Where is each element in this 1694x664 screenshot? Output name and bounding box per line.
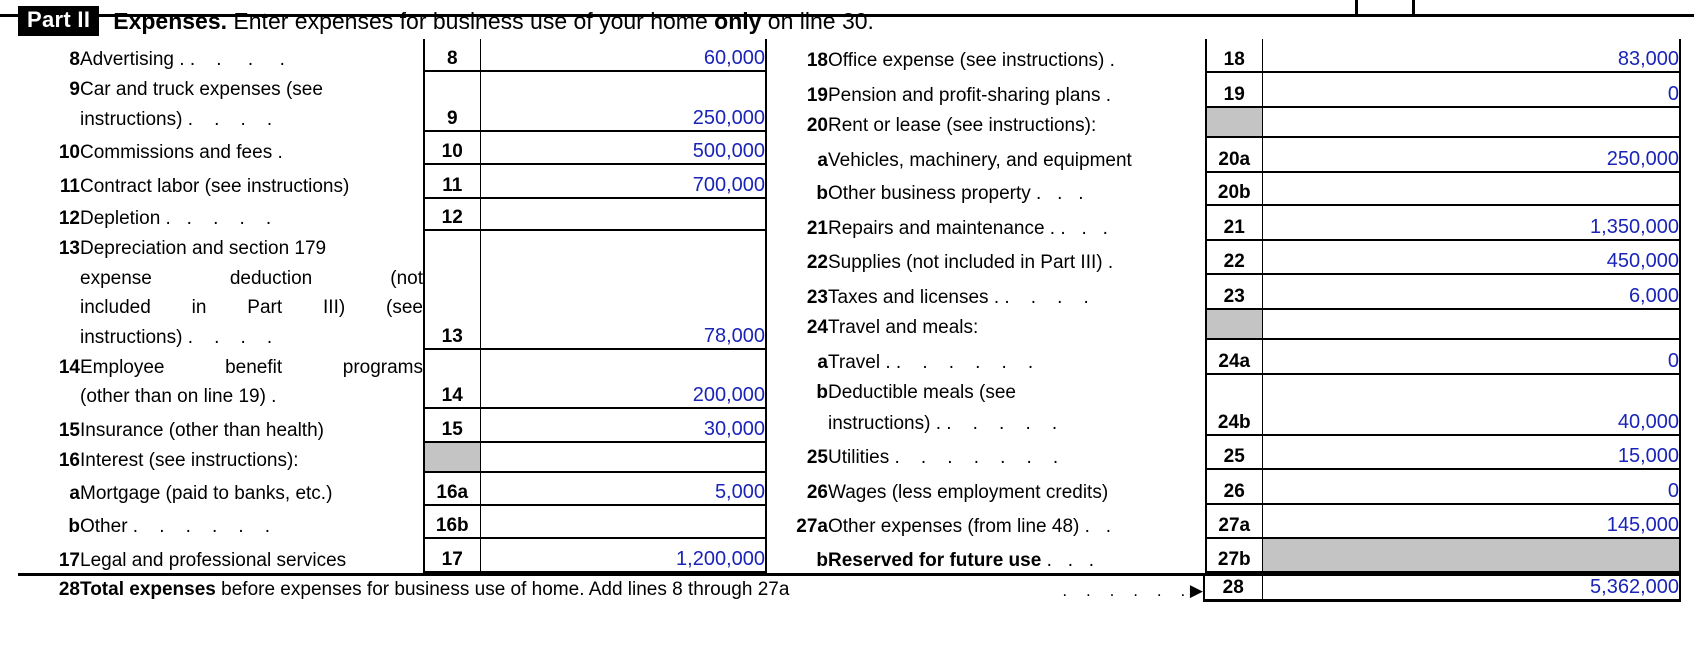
- line-number: 8: [69, 49, 80, 71]
- line-number: [18, 290, 80, 320]
- line-amount[interactable]: 15,000: [1262, 435, 1680, 470]
- line-description: Other . . . . . .: [80, 515, 271, 537]
- line-box-number: 16a: [424, 472, 480, 506]
- leader-dots: . .: [1079, 516, 1112, 538]
- line-description: Contract labor (see instructions): [80, 176, 350, 198]
- line-description: Travel . . . . . . .: [828, 351, 1034, 373]
- line-amount[interactable]: 450,000: [1262, 240, 1680, 275]
- line-number: 21: [806, 217, 828, 239]
- line-number: 25: [806, 447, 828, 469]
- line-number: 12: [58, 208, 80, 230]
- line-amount[interactable]: [1262, 309, 1680, 339]
- line-box-number: 16b: [424, 505, 480, 537]
- line-number: b: [816, 382, 828, 404]
- line-box-number: 20b: [1206, 172, 1262, 205]
- leader-dots: . . . .: [182, 327, 273, 349]
- line-description: Other expenses (from line 48) . .: [828, 516, 1112, 538]
- line-number: 16: [58, 449, 80, 471]
- line-box-number: 25: [1206, 435, 1262, 470]
- table-row: [766, 469, 1680, 504]
- table-row: [766, 504, 1680, 539]
- line-box-number: 20a: [1206, 137, 1262, 172]
- line-number: 18: [806, 50, 828, 72]
- line-number: 17: [58, 549, 80, 571]
- line-number: [18, 319, 80, 349]
- table-row: [766, 240, 1680, 275]
- leader-dots: .: [1104, 50, 1115, 72]
- line-description: Pension and profit-sharing plans .: [828, 84, 1112, 106]
- line-amount[interactable]: 200,000: [480, 349, 766, 408]
- line-description: Other business property . . .: [828, 182, 1084, 204]
- right-column: [766, 39, 1680, 573]
- table-row: [18, 505, 766, 537]
- total-row-table: [18, 573, 1681, 602]
- line-box-number: 12: [424, 198, 480, 230]
- line-description: instructions) . . . .: [80, 108, 273, 130]
- line-number: 22: [806, 252, 828, 274]
- total-box-number: 28: [1204, 575, 1262, 601]
- line-description: Utilities . . . . . . .: [828, 447, 1059, 469]
- left-lines-table: [18, 39, 767, 573]
- line-box-number: 24b: [1206, 374, 1262, 435]
- leader-dots: .: [1102, 252, 1114, 274]
- total-label-bold: Total expenses: [80, 578, 216, 600]
- line-amount[interactable]: 145,000: [1262, 504, 1680, 539]
- line-number: 15: [58, 420, 80, 442]
- leader-dots: .: [1100, 84, 1112, 106]
- table-row: [766, 39, 1680, 72]
- line-box-number: 21: [1206, 205, 1262, 240]
- line-description-bold: Reserved for future use: [828, 549, 1042, 571]
- line-amount: [1262, 538, 1680, 571]
- right-lines-table: [766, 39, 1681, 573]
- line-description: instructions) . . . . . .: [828, 412, 1058, 434]
- leader-dots: . . . .: [999, 286, 1089, 308]
- line-amount[interactable]: 250,000: [1262, 137, 1680, 172]
- line-description: Interest (see instructions):: [80, 449, 299, 471]
- line-number: 27a: [796, 516, 828, 538]
- table-row: [766, 435, 1680, 470]
- line-amount[interactable]: 60,000: [480, 39, 766, 71]
- leader-dots: .: [272, 142, 283, 164]
- line-amount[interactable]: 0: [1262, 339, 1680, 374]
- line-number: b: [816, 549, 828, 571]
- total-dots: . . . . . .: [1062, 580, 1186, 600]
- line-box-number: 10: [424, 131, 480, 165]
- part-title-rest: Enter expenses for business use of your home: [227, 7, 715, 34]
- table-row: [18, 472, 766, 506]
- line-description: Car and truck expenses (see: [80, 79, 323, 101]
- line-number: 24: [806, 317, 828, 339]
- line-description: expense deduction (not: [80, 267, 423, 289]
- table-row: [766, 339, 1680, 374]
- leader-dots: . . . . .: [160, 208, 272, 230]
- line-amount[interactable]: 1,350,000: [1262, 205, 1680, 240]
- leader-dots: . . .: [1030, 182, 1084, 204]
- leader-dots: . . . .: [184, 49, 285, 71]
- line-number: 26: [806, 481, 828, 503]
- line-description: Deductible meals (see: [828, 382, 1016, 404]
- line-description: Repairs and maintenance . . . .: [828, 217, 1108, 239]
- line-box-number: 14: [424, 349, 480, 408]
- line-box-number: 15: [424, 408, 480, 442]
- line-description: Depletion . . . . .: [80, 208, 272, 230]
- line-description: Depreciation and section 179: [80, 238, 327, 260]
- line-number: [18, 379, 80, 409]
- right-arrow-icon: ▶: [1189, 580, 1203, 600]
- line-description: [828, 538, 1206, 571]
- line-amount[interactable]: [480, 198, 766, 230]
- line-number: a: [69, 483, 80, 505]
- table-row: [766, 205, 1680, 240]
- line-box-number: 27a: [1206, 504, 1262, 539]
- line-amount[interactable]: 500,000: [480, 131, 766, 165]
- line-box-number: 11: [424, 164, 480, 198]
- line-description: Employee benefit programs: [80, 356, 423, 378]
- table-row: [18, 198, 766, 230]
- table-row: [18, 408, 766, 442]
- line-description: Travel and meals:: [828, 317, 979, 339]
- line-box-number: [1206, 107, 1262, 137]
- line-amount[interactable]: [1262, 107, 1680, 137]
- line-amount[interactable]: 6,000: [1262, 274, 1680, 309]
- line-amount[interactable]: 700,000: [480, 164, 766, 198]
- line-description: Vehicles, machinery, and equipment: [828, 149, 1132, 171]
- line-amount[interactable]: 30,000: [480, 408, 766, 442]
- line-description: Office expense (see instructions) .: [828, 50, 1115, 72]
- line-box-number: [424, 442, 480, 472]
- table-row: [18, 349, 766, 379]
- line-description: Legal and professional services: [80, 549, 347, 571]
- part-tag: Part II: [18, 6, 99, 35]
- table-row: [18, 71, 766, 101]
- table-row: [766, 374, 1680, 404]
- line-box-number: 22: [1206, 240, 1262, 275]
- line-box-number: 18: [1206, 39, 1262, 72]
- table-row: [766, 274, 1680, 309]
- line-description: Supplies (not included in Part III) .: [828, 252, 1114, 274]
- line-description: Rent or lease (see instructions):: [828, 115, 1097, 137]
- part-header: [18, 5, 1680, 37]
- table-row: [18, 131, 766, 165]
- line-box-number: 24a: [1206, 339, 1262, 374]
- table-row: [18, 230, 766, 260]
- line-description: Wages (less employment credits): [828, 481, 1109, 503]
- line-box-number: 9: [424, 71, 480, 130]
- line-amount[interactable]: 0: [1262, 72, 1680, 107]
- leader-dots: .: [265, 386, 277, 408]
- part-title-bold: Expenses.: [113, 7, 228, 34]
- expense-grid: [18, 39, 1680, 573]
- total-line-number: 28: [18, 575, 80, 601]
- line-amount[interactable]: 5,000: [480, 472, 766, 506]
- leader-dots: . . .: [1041, 549, 1095, 571]
- line-number: 23: [806, 286, 828, 308]
- total-dots-arrow: [1020, 575, 1204, 601]
- line-number: a: [817, 351, 828, 373]
- line-description: Mortgage (paid to banks, etc.): [80, 483, 333, 505]
- total-amount[interactable]: 5,362,000: [1262, 575, 1680, 601]
- table-row: [766, 309, 1680, 339]
- line-description: (other than on line 19) .: [80, 386, 277, 408]
- line-number: [766, 404, 828, 434]
- line-box-number: 23: [1206, 274, 1262, 309]
- line-number: 11: [59, 176, 80, 198]
- table-row: [18, 39, 766, 71]
- line-box-number: 13: [424, 230, 480, 349]
- line-number: b: [816, 182, 828, 204]
- line-number: a: [817, 149, 828, 171]
- line-number: 13: [58, 238, 80, 260]
- line-number: [18, 260, 80, 290]
- table-row: [18, 538, 766, 572]
- line-number: 19: [806, 84, 828, 106]
- leader-dots: . . . . .: [940, 412, 1058, 434]
- line-amount[interactable]: [480, 505, 766, 537]
- leader-dots: . . . . . .: [127, 515, 271, 537]
- line-number: 20: [806, 115, 828, 137]
- line-box-number: 8: [424, 39, 480, 71]
- line-number: 14: [58, 356, 80, 378]
- line-amount[interactable]: [480, 442, 766, 472]
- line-description: Commissions and fees .: [80, 142, 283, 164]
- total-line-desc: [80, 575, 1020, 601]
- line-box-number: 27b: [1206, 538, 1262, 571]
- part-title-rest2: on line 30.: [761, 7, 874, 34]
- line-description: instructions) . . . .: [80, 327, 273, 349]
- line-amount[interactable]: 1,200,000: [480, 538, 766, 572]
- part-title-bold2: only: [714, 7, 762, 34]
- leader-dots: . . . .: [182, 108, 273, 130]
- table-row: [766, 137, 1680, 172]
- leader-dots: . . . . . .: [890, 351, 1034, 373]
- line-box-number: [1206, 309, 1262, 339]
- line-amount[interactable]: 40,000: [1262, 374, 1680, 435]
- leader-dots: . . .: [1055, 217, 1108, 239]
- leader-dots: . . . . . . .: [889, 447, 1059, 469]
- line-amount[interactable]: 250,000: [480, 71, 766, 130]
- total-label-rest: before expenses for business use of home. Add lines 8 through 27a: [215, 578, 790, 600]
- line-number: [18, 101, 80, 131]
- total-expenses-row: [18, 573, 1680, 602]
- line-amount[interactable]: [1262, 172, 1680, 205]
- line-description: Insurance (other than health): [80, 420, 324, 442]
- table-row: [18, 164, 766, 198]
- line-description: Advertising . . . . .: [80, 49, 285, 71]
- line-box-number: 26: [1206, 469, 1262, 504]
- line-amount[interactable]: 83,000: [1262, 39, 1680, 72]
- line-amount[interactable]: 78,000: [480, 230, 766, 349]
- table-row: [766, 72, 1680, 107]
- table-row: [766, 538, 1680, 571]
- line-description: included in Part III) (see: [80, 297, 423, 319]
- table-row: [766, 107, 1680, 137]
- table-row: [766, 172, 1680, 205]
- line-number: 9: [69, 79, 80, 101]
- line-description: Taxes and licenses . . . . .: [828, 286, 1089, 308]
- line-number: 10: [58, 142, 80, 164]
- line-amount[interactable]: 0: [1262, 469, 1680, 504]
- left-column: [18, 39, 766, 573]
- line-number: b: [68, 515, 80, 537]
- table-row: [18, 442, 766, 472]
- part-title: [113, 8, 874, 35]
- line-box-number: 19: [1206, 72, 1262, 107]
- line-box-number: 17: [424, 538, 480, 572]
